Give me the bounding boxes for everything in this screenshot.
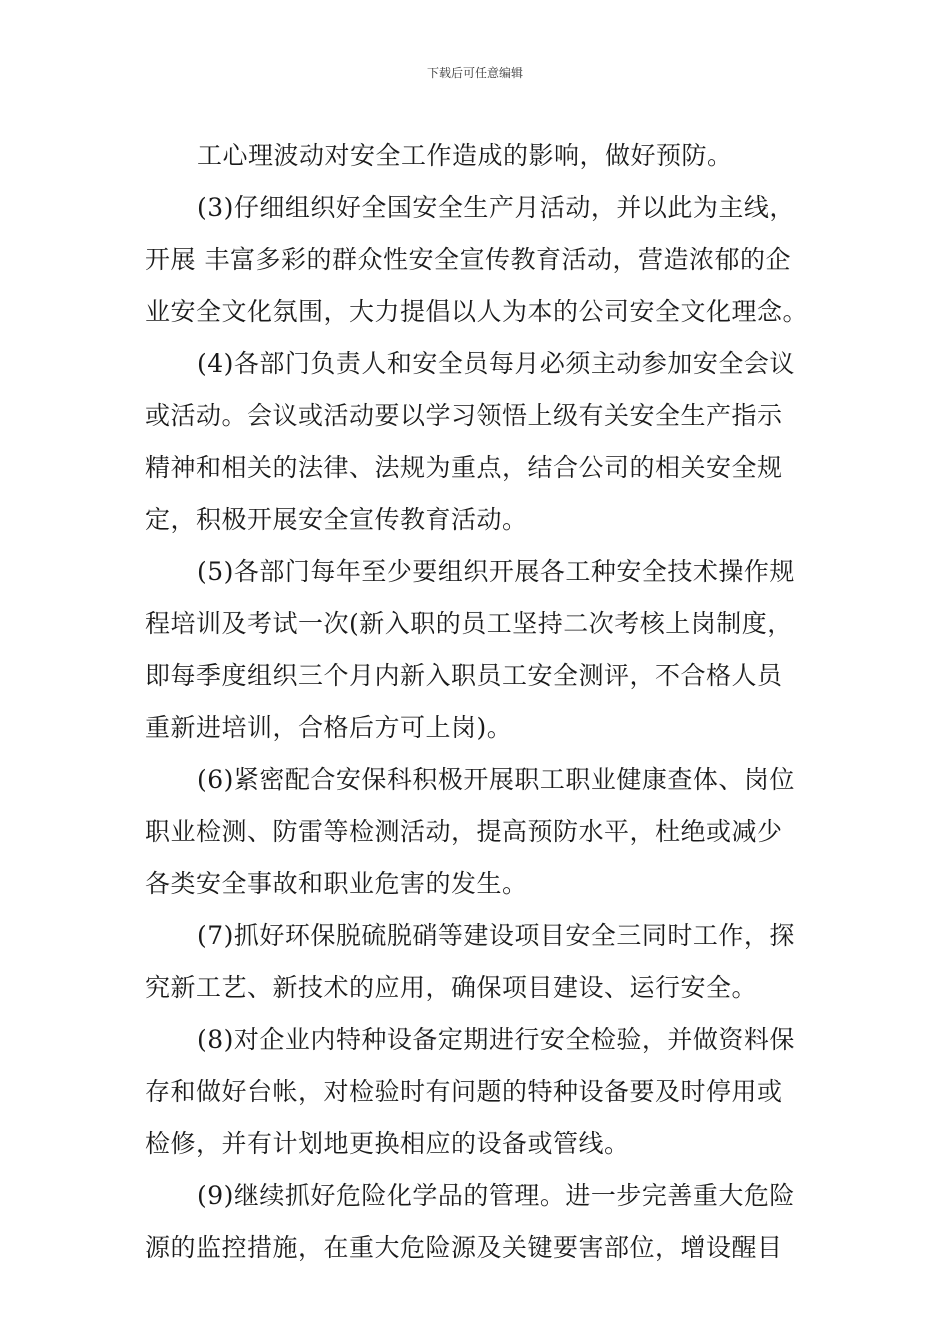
text-line: 检修，并有计划地更换相应的设备或管线。	[145, 1129, 630, 1158]
page-header-note: 下载后可任意编辑	[426, 66, 523, 80]
text-line: (4)各部门负责人和安全员每月必须主动参加安全会议	[197, 349, 795, 378]
text-line: 业安全文化氛围，大力提倡以人为本的公司安全文化理念。	[145, 297, 809, 326]
text-line: (6)紧密配合安保科积极开展职工职业健康查体、岗位	[197, 765, 795, 794]
text-line: (5)各部门每年至少要组织开展各工种安全技术操作规	[197, 557, 795, 586]
text-line: 程培训及考试一次(新入职的员工坚持二次考核上岗制度，	[145, 609, 793, 638]
text-line: 存和做好台帐，对检验时有问题的特种设备要及时停用或	[145, 1077, 783, 1106]
text-line: 重新进培训，合格后方可上岗)。	[145, 713, 513, 742]
text-line: (8)对企业内特种设备定期进行安全检验，并做资料保	[197, 1025, 795, 1054]
text-line: 开展 丰富多彩的群众性安全宣传教育活动，营造浓郁的企	[145, 245, 791, 274]
text-line: 定，积极开展安全宣传教育活动。	[145, 505, 528, 534]
text-line: 即每季度组织三个月内新入职员工安全测评，不合格人员	[145, 661, 783, 690]
text-line: 源的监控措施，在重大危险源及关键要害部位，增设醒目	[145, 1233, 783, 1262]
document-body	[145, 130, 810, 1274]
text-line: 或活动。会议或活动要以学习领悟上级有关安全生产指示	[145, 401, 783, 430]
text-line: (7)抓好环保脱硫脱硝等建设项目安全三同时工作，探	[197, 921, 795, 950]
text-line: 职业检测、防雷等检测活动，提高预防水平，杜绝或减少	[145, 817, 783, 846]
text-line: 各类安全事故和职业危害的发生。	[145, 869, 528, 898]
text-line: (3)仔细组织好全国安全生产月活动，并以此为主线，	[197, 193, 795, 222]
text-line: 精神和相关的法律、法规为重点，结合公司的相关安全规	[145, 453, 783, 482]
text-line: 究新工艺、新技术的应用，确保项目建设、运行安全。	[145, 973, 758, 1002]
text-line: 工心理波动对安全工作造成的影响，做好预防。	[197, 141, 733, 170]
text-line: (9)继续抓好危险化学品的管理。进一步完善重大危险	[197, 1181, 795, 1210]
